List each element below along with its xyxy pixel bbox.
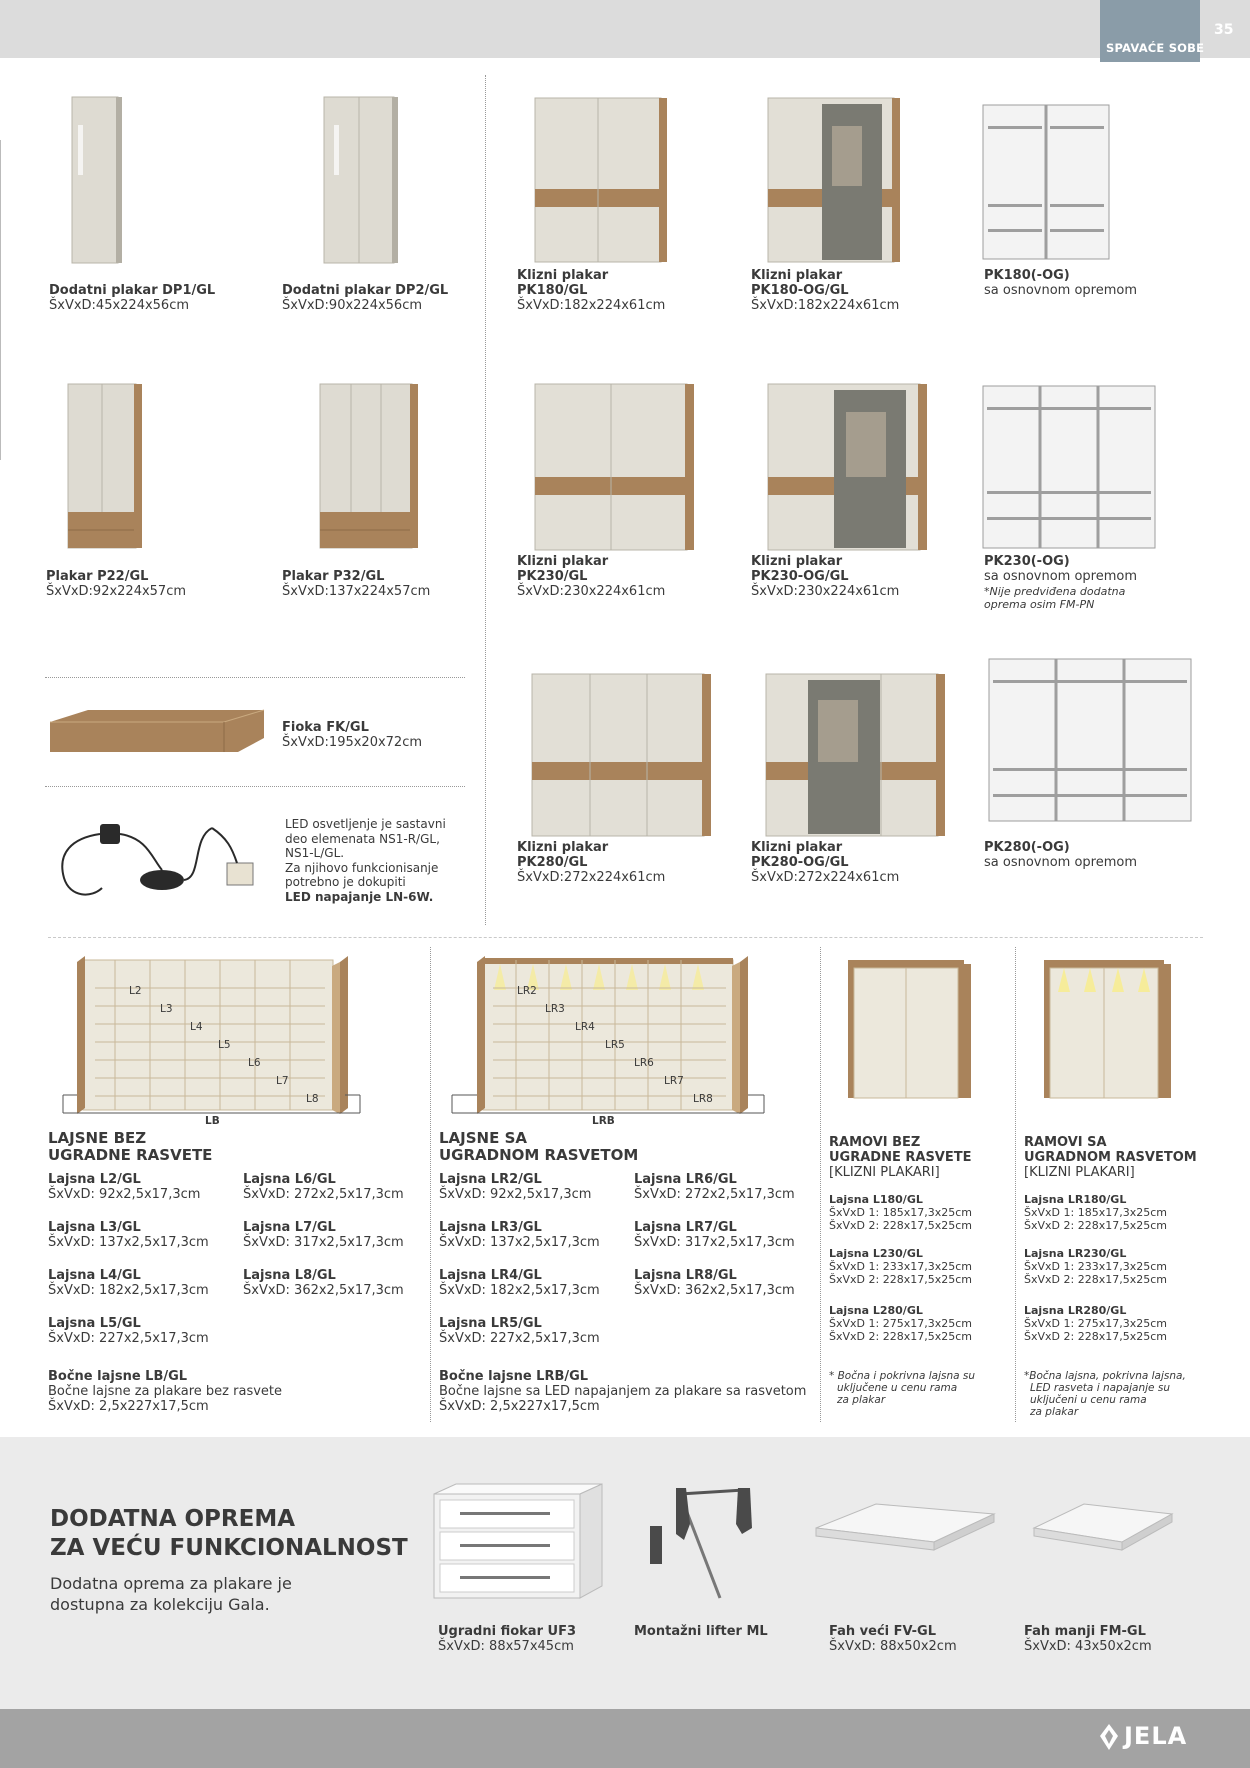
product-name: Klizni plakar	[751, 268, 843, 283]
caption-pk280-og	[751, 840, 899, 885]
product-dims: ŠxVxD:230x224x61cm	[517, 584, 666, 599]
product-name: Fioka FK/GL	[282, 720, 369, 735]
label-lr2: LR2	[517, 985, 537, 997]
caption-pk180	[517, 268, 665, 313]
product-code: PK180-OG/GL	[751, 283, 849, 298]
caption-pk180-og	[751, 268, 899, 313]
ramovi-bez-section	[829, 1135, 972, 1180]
caption-dp1	[49, 283, 215, 313]
top-bar	[0, 0, 1250, 58]
product-dims: ŠxVxD:137x224x57cm	[282, 584, 431, 599]
led-description	[285, 817, 446, 904]
item-l4: Lajsna L4/GL ŠxVxD: 182x2,5x17,3cm	[48, 1268, 209, 1298]
drawer-fk-image	[48, 708, 266, 758]
edge-line	[0, 140, 1, 460]
item-lr280: Lajsna LR280/GL ŠxVxD 1: 275x17,3x25cm ŠxVxD 2: 228x17,5x25cm	[1024, 1304, 1167, 1343]
product-dims: ŠxVxD:272x224x61cm	[751, 870, 900, 885]
label-l5: L5	[218, 1039, 231, 1051]
caption-fm: Fah manji FM-GL ŠxVxD: 43x50x2cm	[1024, 1624, 1152, 1654]
extras-subtitle: Dodatna oprema za plakare je dostupna za kolekciju Gala.	[50, 1574, 292, 1614]
led-text: LED napajanje LN-6W.	[285, 889, 434, 904]
section-title: UGRADNE RASVETE	[829, 1150, 972, 1165]
item-l2: Lajsna L2/GL ŠxVxD: 92x2,5x17,3cm	[48, 1172, 201, 1202]
frame-with-light-image	[1042, 958, 1174, 1100]
ramovi-bez-note: * Bočna i pokrivna lajsna su uključene u cenu rama za plakar	[829, 1370, 976, 1406]
footer-logo[interactable]: JELA	[1124, 1722, 1188, 1750]
label-l3: L3	[160, 1003, 173, 1015]
caption-fv: Fah veći FV-GL ŠxVxD: 88x50x2cm	[829, 1624, 957, 1654]
product-note: oprema osim FM-PN	[984, 598, 1095, 611]
interior-pk180-image	[982, 104, 1110, 260]
sliding-wardrobe-pk180-image	[533, 96, 669, 264]
label-lr8: LR8	[693, 1093, 713, 1105]
product-desc: sa osnovnom opremom	[984, 569, 1138, 584]
extras-title: DODATNA OPREMA ZA VEĆU FUNKCIONALNOST	[50, 1506, 408, 1561]
wardrobe-dp1-image	[70, 95, 124, 265]
product-dims: ŠxVxD:195x20x72cm	[282, 735, 423, 750]
led-power-supply-image	[52, 808, 260, 908]
caption-uf3: Ugradni fiokar UF3 ŠxVxD: 88x57x45cm	[438, 1624, 576, 1654]
product-dims: ŠxVxD:45x224x56cm	[49, 298, 190, 313]
section-title: UGRADNOM RASVETOM	[439, 1146, 639, 1164]
section-subtitle: [KLIZNI PLAKARI]	[1024, 1165, 1135, 1180]
caption-p32	[282, 569, 430, 599]
product-name: Dodatni plakar DP2/GL	[282, 283, 449, 298]
section-title: RAMOVI SA	[1024, 1135, 1107, 1150]
label-lr6: LR6	[634, 1057, 654, 1069]
item-l6: Lajsna L6/GL ŠxVxD: 272x2,5x17,3cm	[243, 1172, 404, 1202]
caption-pk230	[517, 554, 665, 599]
lifter-ml-image	[646, 1484, 758, 1604]
item-lr230: Lajsna LR230/GL ŠxVxD 1: 233x17,3x25cm ŠxVxD 2: 228x17,5x25cm	[1024, 1247, 1167, 1286]
jela-logo-icon	[1098, 1722, 1120, 1752]
divider-vertical	[430, 947, 431, 1422]
product-name: Plakar P32/GL	[282, 569, 385, 584]
drawer-unit-uf3-image	[430, 1482, 606, 1602]
led-text: deo elemenata NS1-R/GL,	[285, 831, 440, 846]
led-text: potrebno je dokupiti	[285, 875, 406, 889]
product-dims: ŠxVxD:230x224x61cm	[751, 584, 900, 599]
item-l230: Lajsna L230/GL ŠxVxD 1: 233x17,3x25cm ŠxVxD 2: 228x17,5x25cm	[829, 1247, 972, 1286]
interior-pk280-image	[988, 658, 1192, 822]
item-l7: Lajsna L7/GL ŠxVxD: 317x2,5x17,3cm	[243, 1220, 404, 1250]
divider-vertical	[820, 947, 821, 1422]
section-title: UGRADNOM RASVETOM	[1024, 1150, 1197, 1165]
item-lr8: Lajsna LR8/GL ŠxVxD: 362x2,5x17,3cm	[634, 1268, 795, 1298]
frame-no-light-image	[846, 958, 974, 1100]
label-lr5: LR5	[605, 1039, 625, 1051]
item-l8: Lajsna L8/GL ŠxVxD: 362x2,5x17,3cm	[243, 1268, 404, 1298]
product-code: PK230-OG/GL	[751, 569, 849, 584]
product-dims: ŠxVxD:182x224x61cm	[517, 298, 666, 313]
product-code: PK180/GL	[517, 283, 588, 298]
label-l7: L7	[276, 1075, 289, 1087]
led-text: NS1-L/GL.	[285, 846, 345, 860]
caption-pk280-interior	[984, 840, 1137, 870]
section-title: LAJSNE SA	[439, 1129, 527, 1147]
caption-pk230-interior	[984, 554, 1137, 611]
item-lr5: Lajsna LR5/GL ŠxVxD: 227x2,5x17,3cm	[439, 1316, 600, 1346]
section-label: SPAVAĆE SOBE	[1106, 41, 1205, 55]
section-subtitle: [KLIZNI PLAKARI]	[829, 1165, 940, 1180]
product-name: Klizni plakar	[517, 554, 609, 569]
caption-fk	[282, 720, 422, 750]
product-name: PK180(-OG)	[984, 268, 1070, 283]
product-dims: ŠxVxD:92x224x57cm	[46, 584, 187, 599]
label-lr4: LR4	[575, 1021, 595, 1033]
product-code: PK280-OG/GL	[751, 855, 849, 870]
item-l3: Lajsna L3/GL ŠxVxD: 137x2,5x17,3cm	[48, 1220, 209, 1250]
divider-horizontal	[45, 786, 465, 787]
bottom-bar	[0, 1709, 1250, 1768]
section-tab	[1100, 0, 1205, 62]
product-code: PK280/GL	[517, 855, 588, 870]
sliding-wardrobe-pk230-og-image	[766, 382, 930, 552]
product-name: Klizni plakar	[751, 554, 843, 569]
shelf-fm-image	[1030, 1500, 1176, 1564]
label-lr7: LR7	[664, 1075, 684, 1087]
product-dims: ŠxVxD:272x224x61cm	[517, 870, 666, 885]
product-name: Klizni plakar	[517, 840, 609, 855]
product-name: Plakar P22/GL	[46, 569, 149, 584]
divider-vertical	[1015, 947, 1016, 1422]
product-desc: sa osnovnom opremom	[984, 283, 1138, 298]
item-lr7: Lajsna LR7/GL ŠxVxD: 317x2,5x17,3cm	[634, 1220, 795, 1250]
caption-dp2	[282, 283, 448, 313]
product-dims: ŠxVxD:182x224x61cm	[751, 298, 900, 313]
product-code: PK230/GL	[517, 569, 588, 584]
diagram-lb	[55, 950, 365, 1115]
item-lr6: Lajsna LR6/GL ŠxVxD: 272x2,5x17,3cm	[634, 1172, 795, 1202]
ramovi-sa-note: *Bočna lajsna, pokrivna lajsna, LED rasveta i napajanje su uključeni u cenu rama za plakar	[1024, 1370, 1186, 1418]
wardrobe-p32-image	[318, 382, 422, 550]
diagram-lrb	[448, 950, 768, 1115]
item-l280: Lajsna L280/GL ŠxVxD 1: 275x17,3x25cm ŠxVxD 2: 228x17,5x25cm	[829, 1304, 972, 1343]
led-text: Za njihovo funkcionisanje	[285, 860, 439, 875]
item-lr2: Lajsna LR2/GL ŠxVxD: 92x2,5x17,3cm	[439, 1172, 592, 1202]
item-l5: Lajsna L5/GL ŠxVxD: 227x2,5x17,3cm	[48, 1316, 209, 1346]
item-lr180: Lajsna LR180/GL ŠxVxD 1: 185x17,3x25cm ŠxVxD 2: 228x17,5x25cm	[1024, 1193, 1167, 1232]
item-lb: Bočne lajsne LB/GL Bočne lajsne za plakare bez rasvete ŠxVxD: 2,5x227x17,5cm	[48, 1369, 283, 1414]
caption-pk280	[517, 840, 665, 885]
section-title: LAJSNE BEZ	[48, 1129, 147, 1147]
item-lrb: Bočne lajsne LRB/GL Bočne lajsne sa LED napajanjem za plakare sa rasvetom ŠxVxD: 2,5x227x17,5cm	[439, 1369, 807, 1414]
product-dims: ŠxVxD:90x224x56cm	[282, 298, 423, 313]
item-lr3: Lajsna LR3/GL ŠxVxD: 137x2,5x17,3cm	[439, 1220, 600, 1250]
product-name: PK230(-OG)	[984, 554, 1070, 569]
section-title: UGRADNE RASVETE	[48, 1146, 213, 1164]
ramovi-sa-section	[1024, 1135, 1197, 1180]
led-text: LED osvetljenje je sastavni	[285, 817, 446, 831]
sliding-wardrobe-pk180-og-image	[766, 96, 902, 264]
caption-p22	[46, 569, 186, 599]
label-lr3: LR3	[545, 1003, 565, 1015]
caption-pk180-interior	[984, 268, 1137, 298]
product-name: PK280(-OG)	[984, 840, 1070, 855]
caption-pk230-og	[751, 554, 899, 599]
divider-horizontal	[45, 677, 465, 678]
shelf-fv-image	[812, 1500, 998, 1564]
section-title: RAMOVI BEZ	[829, 1135, 921, 1150]
product-name: Klizni plakar	[751, 840, 843, 855]
label-lrb: LRB	[592, 1115, 615, 1127]
sliding-wardrobe-pk280-og-image	[764, 672, 948, 838]
item-lr4: Lajsna LR4/GL ŠxVxD: 182x2,5x17,3cm	[439, 1268, 600, 1298]
product-note: *Nije predviđena dodatna	[984, 585, 1126, 598]
divider-horizontal	[48, 937, 1203, 938]
label-l2: L2	[129, 985, 142, 997]
divider-vertical	[485, 75, 486, 925]
caption-ml: Montažni lifter ML	[634, 1624, 768, 1639]
product-desc: sa osnovnom opremom	[984, 855, 1138, 870]
wardrobe-p22-image	[66, 382, 146, 550]
item-l180: Lajsna L180/GL ŠxVxD 1: 185x17,3x25cm ŠxVxD 2: 228x17,5x25cm	[829, 1193, 972, 1232]
label-l8: L8	[306, 1093, 319, 1105]
sliding-wardrobe-pk280-image	[530, 672, 714, 838]
lajsne-bez-section	[48, 1130, 212, 1164]
wardrobe-dp2-image	[322, 95, 400, 265]
interior-pk230-image	[982, 385, 1156, 549]
product-name: Dodatni plakar DP1/GL	[49, 283, 216, 298]
lajsne-sa-section	[439, 1130, 638, 1164]
page-number: 35	[1214, 22, 1234, 38]
sliding-wardrobe-pk230-image	[533, 382, 697, 552]
product-name: Klizni plakar	[517, 268, 609, 283]
label-l6: L6	[248, 1057, 261, 1069]
label-lb: LB	[205, 1115, 220, 1127]
label-l4: L4	[190, 1021, 203, 1033]
